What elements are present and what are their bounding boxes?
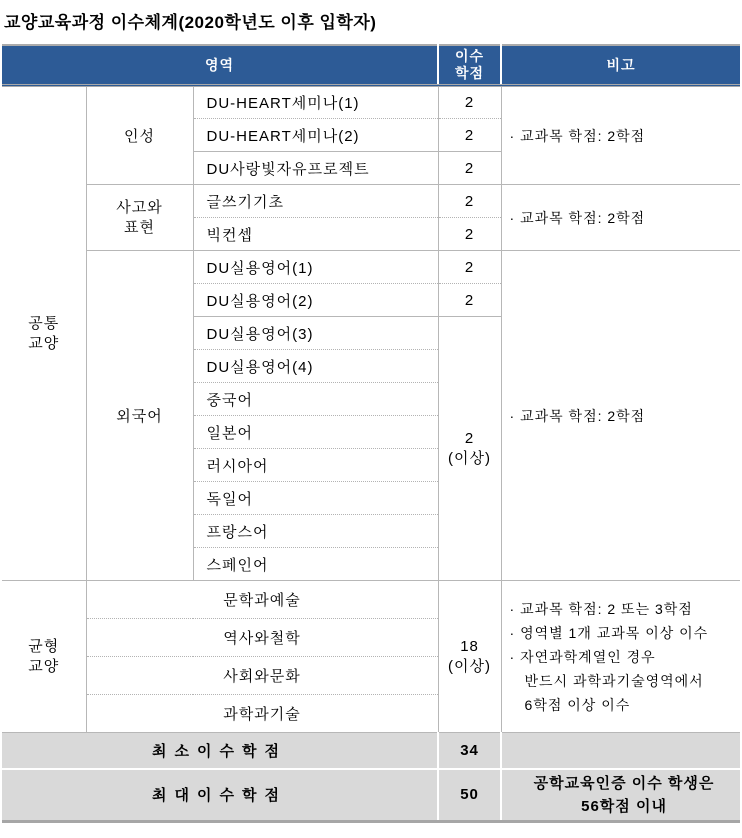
group-label-common-line2: 교양 [28, 334, 60, 352]
subgroup-label-expression [86, 185, 193, 251]
min-credits-row [2, 733, 740, 769]
course-credit: 2 [438, 284, 501, 317]
column-header-remarks: 비고 [501, 45, 740, 86]
group-label-balanced-line1: 균형 [28, 637, 60, 655]
remark-expression: · 교과목 학점: 2학점 [501, 185, 740, 251]
remark-balanced-line: 6학점 이상 이수 [524, 696, 631, 713]
course-name: 스페인어 [193, 548, 438, 581]
column-header-credits [438, 45, 501, 86]
course-name: 빅컨셉 [193, 218, 438, 251]
course-name: DU-HEART세미나(2) [193, 119, 438, 152]
course-name: DU실용영어(1) [193, 251, 438, 284]
remark-language: · 교과목 학점: 2학점 [501, 251, 740, 581]
group-label-balanced [2, 581, 86, 733]
max-credits-label: 최대이수학점 [2, 769, 438, 822]
course-row [2, 86, 740, 119]
max-credits-remark-line2: 56학점 이내 [581, 797, 667, 815]
course-name: 일본어 [193, 416, 438, 449]
course-name: 프랑스어 [193, 515, 438, 548]
course-name: DU실용영어(4) [193, 350, 438, 383]
course-name: DU실용영어(3) [193, 317, 438, 350]
group-label-balanced-line2: 교양 [28, 657, 60, 675]
column-header-area: 영역 [2, 45, 438, 86]
max-credits-remark-line1: 공학교육인증 이수 학생은 [533, 774, 715, 792]
table-header-row [2, 45, 740, 86]
remark-balanced-line: 반드시 과학과기술영역에서 [524, 672, 704, 689]
min-credits-remark [501, 733, 740, 769]
remark-character: · 교과목 학점: 2학점 [501, 86, 740, 185]
curriculum-table [2, 44, 740, 823]
elective-credit-qualifier: (이상) [448, 449, 492, 467]
course-credit: 2 [438, 218, 501, 251]
balanced-credit-value: 18 [460, 637, 479, 655]
course-credit: 2 [438, 185, 501, 218]
max-credits-remark [501, 769, 740, 822]
balanced-area-row [2, 581, 740, 619]
balanced-area-name: 사회와문화 [86, 657, 438, 695]
column-header-credits-line2: 학점 [455, 65, 485, 81]
subgroup-label-character: 인성 [86, 86, 193, 185]
course-name: 글쓰기기초 [193, 185, 438, 218]
min-credits-value: 34 [438, 733, 501, 769]
subgroup-label-expression-line2: 표현 [124, 218, 155, 236]
max-credits-row [2, 769, 740, 822]
subgroup-label-language: 외국어 [86, 251, 193, 581]
course-name: DU사랑빛자유프로젝트 [193, 152, 438, 185]
course-credit: 2 [438, 119, 501, 152]
column-header-credits-line1: 이수 [455, 48, 485, 64]
course-name: 중국어 [193, 383, 438, 416]
group-label-common-line1: 공통 [28, 314, 60, 332]
course-row [2, 185, 740, 218]
balanced-credit [438, 581, 501, 733]
course-row [2, 251, 740, 284]
elective-credit-value: 2 [464, 429, 475, 447]
remark-balanced-line: · 영역별 1개 교과목 이상 이수 [509, 624, 709, 641]
remark-balanced [501, 581, 740, 733]
balanced-area-name: 역사와철학 [86, 619, 438, 657]
remark-balanced-line: · 자연과학계열인 경우 [509, 648, 656, 665]
course-credit: 2 [438, 152, 501, 185]
course-name: 러시아어 [193, 449, 438, 482]
page-title: 교양교육과정 이수체계(2020학년도 이후 입학자) [4, 13, 377, 32]
group-label-common [2, 86, 86, 581]
balanced-area-name: 과학과기술 [86, 695, 438, 733]
subgroup-label-expression-line1: 사고와 [116, 198, 163, 216]
balanced-credit-qualifier: (이상) [448, 657, 492, 675]
remark-balanced-line: · 교과목 학점: 2 또는 3학점 [509, 600, 693, 617]
min-credits-label: 최소이수학점 [2, 733, 438, 769]
max-credits-value: 50 [438, 769, 501, 822]
course-credit: 2 [438, 86, 501, 119]
course-name: 독일어 [193, 482, 438, 515]
elective-credit [438, 317, 501, 581]
course-name: DU-HEART세미나(1) [193, 86, 438, 119]
course-name: DU실용영어(2) [193, 284, 438, 317]
course-credit: 2 [438, 251, 501, 284]
balanced-area-name: 문학과예술 [86, 581, 438, 619]
